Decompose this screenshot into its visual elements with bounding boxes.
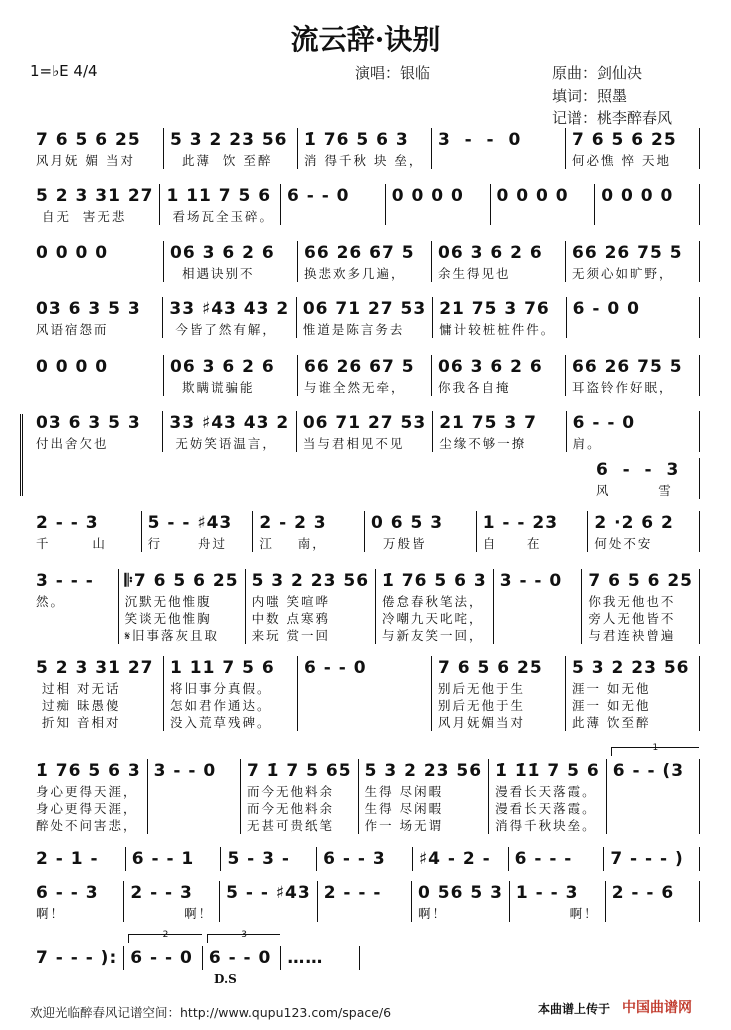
measure bbox=[494, 569, 583, 644]
measure bbox=[567, 297, 700, 338]
lyric-line bbox=[304, 714, 425, 731]
measure-notes: 5 2 3 31 27 bbox=[36, 186, 154, 206]
lyric-line: 惟道是陈言务去 bbox=[302, 322, 405, 337]
measure bbox=[164, 656, 298, 731]
measure-notes: 6 - - 1 bbox=[131, 849, 195, 869]
measure-notes: 𝄆7 6 5 6 25 bbox=[124, 571, 239, 591]
lyric-line: 余生得见也 bbox=[438, 266, 511, 281]
measure bbox=[566, 128, 700, 169]
staff-row bbox=[30, 881, 700, 922]
measure-notes: 33 ♯43 43 2 bbox=[169, 413, 290, 433]
measure bbox=[30, 656, 164, 731]
measure-notes: 33 ♯43 43 2 bbox=[169, 299, 290, 319]
lyric-line: 付出舍欠也 bbox=[36, 436, 109, 451]
lyric-line: 尘缘不够一撩 bbox=[439, 436, 527, 451]
key-signature: 1=♭E 4/4 bbox=[30, 62, 98, 80]
lyric-line: 江 南， bbox=[259, 536, 327, 551]
lyric-line: 自 在 bbox=[482, 536, 542, 551]
lyric-line: 千 山 bbox=[36, 536, 107, 551]
measure bbox=[119, 569, 246, 644]
measure bbox=[30, 241, 164, 282]
lyric-line: 行 舟过 bbox=[147, 536, 228, 551]
staff-row bbox=[30, 847, 700, 871]
lyric-line bbox=[154, 817, 234, 834]
staff-row bbox=[30, 930, 360, 970]
measure-notes: 3 - - 0 bbox=[499, 571, 563, 591]
measure-notes: 7 6 5 6 25 bbox=[572, 130, 677, 150]
lyric-line: 今皆了然有解， bbox=[169, 322, 277, 337]
measure-notes: 66 26 75 5 bbox=[572, 243, 683, 263]
measure-notes: 7 6 5 6 25 bbox=[36, 130, 141, 150]
composer-credit: 原曲：剑仙决 bbox=[552, 64, 643, 82]
measure-notes: 3 - - 0 bbox=[153, 761, 217, 781]
measure-notes: 6 - - 0 bbox=[286, 186, 350, 206]
lyric-line: 消得千秋块垒。 bbox=[495, 818, 597, 833]
measure bbox=[432, 241, 566, 282]
volta-bracket: 1 bbox=[611, 747, 699, 756]
measure-notes: 6 - - 3 bbox=[36, 883, 99, 903]
measure bbox=[365, 511, 477, 552]
measure-notes: 5 3 2 23 56 bbox=[572, 658, 690, 678]
lyric-line: 啊！ bbox=[36, 906, 66, 921]
measure-notes: 5 2 3 31 27 bbox=[36, 658, 154, 678]
measure-notes: 7 - - - ): bbox=[36, 948, 118, 968]
staff-row bbox=[30, 656, 700, 731]
measure-notes: 6 - - (3 bbox=[612, 761, 685, 781]
measure-notes: 6 - - 3 bbox=[323, 849, 386, 869]
lyric-line: 作一 场无谓 bbox=[364, 818, 444, 833]
lyric-line: 慵计较桩桩件件。 bbox=[439, 322, 556, 337]
lyric-line: 没入荒草残碑。 bbox=[170, 715, 272, 730]
measure bbox=[566, 355, 700, 396]
lyric-line bbox=[500, 593, 576, 610]
measure-notes: 21 75 3 7 bbox=[439, 413, 537, 433]
measure-notes: 03 6 3 5 3 bbox=[36, 299, 141, 319]
lyric-line: 此薄 饮 至醉 bbox=[170, 153, 273, 168]
singer-credit: 演唱：银临 bbox=[355, 64, 431, 82]
measure bbox=[317, 847, 413, 871]
lyric-line: 别后无他于生 bbox=[438, 698, 526, 713]
lyric-line bbox=[36, 610, 112, 627]
lyric-line: 风语宿怨而 bbox=[36, 322, 109, 337]
lyric-line bbox=[36, 265, 157, 282]
lyric-line: 耳盗铃作好眠， bbox=[572, 380, 674, 395]
measure bbox=[163, 411, 296, 452]
measure-notes: 66 26 75 5 bbox=[572, 357, 683, 377]
lyric-line: 消 得千秋 块 垒， bbox=[304, 153, 424, 168]
measure bbox=[30, 759, 148, 834]
measure bbox=[588, 511, 700, 552]
lyric-line: 折知 音相对 bbox=[36, 715, 121, 730]
lyric-line: 过痴 昧愚傻 bbox=[36, 698, 121, 713]
measure bbox=[604, 847, 700, 871]
measure-notes: 06 3 6 2 6 bbox=[170, 357, 275, 377]
lyric-line: 啊！ bbox=[130, 906, 214, 921]
measure bbox=[433, 297, 566, 338]
measure-notes: 6 - 0 0 bbox=[572, 299, 640, 319]
measure bbox=[253, 511, 365, 552]
lyric-line bbox=[500, 610, 576, 627]
lyric-line: 涯一 如无他 bbox=[572, 698, 651, 713]
measure-notes: 6 - - - bbox=[514, 849, 573, 869]
measure bbox=[30, 355, 164, 396]
measure bbox=[281, 946, 360, 970]
measure bbox=[606, 881, 700, 922]
lyric-line: 过相 对无话 bbox=[36, 681, 121, 696]
measure-notes: 0 0 0 0 bbox=[601, 186, 674, 206]
measure bbox=[297, 411, 433, 452]
measure bbox=[30, 569, 119, 644]
lyric-line: 将旧事分真假。 bbox=[170, 681, 272, 696]
lyric-line: 沉默无他惟腹 bbox=[124, 594, 212, 609]
lyric-line bbox=[613, 783, 693, 800]
lyricist-credit: 填词：照墨 bbox=[552, 87, 628, 105]
measure bbox=[607, 743, 700, 834]
lyric-line: 生得 尽闲暇 bbox=[364, 801, 444, 816]
measure-notes: 06 71 27 53 bbox=[302, 413, 427, 433]
measure-notes: 5 - - ♯43 bbox=[226, 883, 311, 903]
lyric-line: 何必憔 悴 天地 bbox=[572, 153, 671, 168]
staff-row bbox=[30, 743, 700, 834]
measure-notes: 5 - 3 - bbox=[227, 849, 290, 869]
measure bbox=[203, 930, 282, 970]
measure-notes: 6 - - 0 bbox=[130, 948, 193, 968]
lyric-line: 中数 点寒鸦 bbox=[251, 611, 331, 626]
measure bbox=[489, 759, 607, 834]
measure-notes: 5 3 2 23 56 bbox=[251, 571, 370, 591]
measure bbox=[298, 241, 432, 282]
lyric-line: 风 雪 bbox=[596, 483, 673, 498]
measure bbox=[432, 355, 566, 396]
measure bbox=[142, 511, 254, 552]
lyric-line bbox=[324, 905, 405, 922]
lyric-line: 涯一 如无他 bbox=[572, 681, 651, 696]
measure-notes: 1 11 7 5 6 bbox=[166, 186, 272, 206]
measure-notes: …… bbox=[287, 948, 324, 968]
lyric-line: 生得 尽闲暇 bbox=[364, 784, 444, 799]
staff-row bbox=[30, 241, 700, 282]
lyric-line: 万般皆 bbox=[371, 536, 427, 551]
measure-notes: 1 - - 23 bbox=[482, 513, 559, 533]
staff-row bbox=[30, 355, 700, 396]
measure bbox=[432, 128, 566, 169]
staff-row bbox=[30, 511, 700, 552]
lyric-line: 而今无他料余 bbox=[246, 784, 334, 799]
measure-notes: ♯4 - 2 - bbox=[418, 849, 491, 869]
lyric-line: 无妨笑语温言， bbox=[169, 436, 277, 451]
lyric-line bbox=[36, 379, 157, 396]
lyric-line bbox=[438, 152, 559, 169]
transcriber-credit: 记谱：桃李醉春风 bbox=[552, 109, 673, 127]
measure-notes: 66 26 67 5 bbox=[304, 243, 415, 263]
lyric-line: 当与君相见不见 bbox=[302, 436, 405, 451]
measure-notes: 0 0 0 0 bbox=[496, 186, 569, 206]
lyric-line: 无甚可贵纸笔 bbox=[246, 818, 334, 833]
lyric-line: 风月妩媚当对 bbox=[438, 715, 526, 730]
lyric-line: 无须心如旷野， bbox=[572, 266, 674, 281]
measure-notes: 5 3 2 23 56 bbox=[170, 130, 288, 150]
measure-notes: 1̇ 76 5 6 3 bbox=[36, 761, 141, 781]
staff-row bbox=[590, 458, 700, 499]
measure bbox=[297, 297, 433, 338]
measure-notes: 2 - - 3 bbox=[130, 883, 193, 903]
measure-notes: 6 - - 0 bbox=[304, 658, 367, 678]
lyric-line: 𝄋旧事落灰且取 bbox=[124, 628, 220, 643]
dal-segno-mark: D.S bbox=[214, 972, 237, 986]
volta-bracket: 3 bbox=[207, 934, 281, 943]
measure bbox=[491, 184, 596, 225]
lyric-line bbox=[304, 680, 425, 697]
lyric-line: 身心更得天涯， bbox=[36, 801, 138, 816]
lyric-line: 来玩 赏一回 bbox=[251, 628, 331, 643]
lyric-line bbox=[304, 697, 425, 714]
lyric-line: 冷嘲九天叱咤， bbox=[382, 611, 484, 626]
measure bbox=[126, 847, 222, 871]
lyric-line: 笑谈无他惟胸 bbox=[124, 611, 212, 626]
measure-notes: 5 3 2 23 56 bbox=[364, 761, 483, 781]
measure-notes: 7 - - - ) bbox=[610, 849, 684, 869]
measure bbox=[510, 881, 606, 922]
measure-notes: 06 71 27 53 bbox=[302, 299, 427, 319]
measure bbox=[509, 847, 605, 871]
measure-notes: 7 6 5 6 25 bbox=[588, 571, 693, 591]
measure bbox=[386, 184, 491, 225]
measure bbox=[30, 411, 163, 452]
measure bbox=[30, 946, 124, 970]
measure bbox=[30, 128, 164, 169]
measure-notes: 1 - - 3 bbox=[515, 883, 579, 903]
measure-notes: 0 0 0 0 bbox=[36, 243, 109, 263]
measure-notes: 7 6 5 6 25 bbox=[438, 658, 543, 678]
lyric-line bbox=[612, 905, 693, 922]
measure bbox=[477, 511, 589, 552]
lyric-line: 别后无他于生 bbox=[438, 681, 526, 696]
measure bbox=[160, 184, 280, 225]
lyric-line: 倦怠春秋笔法， bbox=[382, 594, 484, 609]
lyric-line bbox=[601, 208, 693, 225]
lyric-line bbox=[226, 905, 311, 922]
measure bbox=[566, 241, 700, 282]
lyric-line: 醉处不问害悲， bbox=[36, 818, 138, 833]
song-title: 流云辞·诀别 bbox=[290, 23, 441, 56]
lyric-line: 漫看长天落霞。 bbox=[495, 784, 597, 799]
measure-notes: 2 - 1 - bbox=[36, 849, 99, 869]
measure-notes: 1 11 7 5 6 bbox=[170, 658, 275, 678]
measure bbox=[433, 411, 566, 452]
volta-bracket: 2 bbox=[128, 934, 202, 943]
measure-notes: 1̇ 76 5 6 3 bbox=[382, 571, 487, 591]
lyric-line: 风月妩 媚 当对 bbox=[36, 153, 135, 168]
measure bbox=[148, 759, 241, 834]
measure bbox=[220, 881, 318, 922]
measure bbox=[164, 128, 298, 169]
measure bbox=[376, 569, 494, 644]
measure-notes: 6 - - 3 bbox=[596, 460, 680, 480]
measure bbox=[221, 847, 317, 871]
lyric-line: 而今无他料余 bbox=[246, 801, 334, 816]
measure bbox=[163, 297, 296, 338]
lyric-line bbox=[573, 321, 693, 338]
lyric-line bbox=[497, 208, 589, 225]
measure bbox=[412, 881, 510, 922]
measure-notes: 7 1̇ 7 5 65 bbox=[246, 761, 352, 781]
lyric-line: 与谁全然无牵， bbox=[304, 380, 406, 395]
measure bbox=[30, 184, 160, 225]
measure bbox=[567, 411, 700, 452]
measure bbox=[298, 656, 432, 731]
lyric-line: 然。 bbox=[36, 594, 66, 609]
measure bbox=[281, 184, 386, 225]
measure-notes: 0 0 0 0 bbox=[36, 357, 109, 377]
staff-row bbox=[30, 297, 700, 338]
lyric-line: 肩。 bbox=[572, 436, 602, 451]
lyric-line: 与君连袂曾遍 bbox=[588, 628, 676, 643]
lyric-line bbox=[154, 800, 234, 817]
lyric-line: 你我无他也不 bbox=[588, 594, 676, 609]
lyric-line bbox=[613, 817, 693, 834]
measure-notes: 6 - - 0 bbox=[208, 948, 272, 968]
measure-notes: 3 - - 0 bbox=[438, 130, 522, 150]
measure bbox=[582, 569, 700, 644]
measure bbox=[566, 656, 700, 731]
upload-label: 本曲谱上传于 bbox=[538, 1002, 611, 1016]
lyric-line bbox=[500, 627, 576, 644]
lyric-line: 看场瓦全玉碎。 bbox=[166, 209, 274, 224]
staff-row bbox=[30, 411, 700, 452]
lyric-line: 内嗤 笑喧哗 bbox=[251, 594, 331, 609]
lyric-line: 啊！ bbox=[515, 906, 599, 921]
measure-notes: 2 - - - bbox=[323, 883, 382, 903]
measure-notes: 2 - 2 3 bbox=[259, 513, 327, 533]
lyric-line bbox=[392, 208, 484, 225]
measure-notes: 06 3 6 2 6 bbox=[170, 243, 275, 263]
measure bbox=[124, 881, 220, 922]
measure bbox=[590, 458, 700, 499]
measure bbox=[432, 656, 566, 731]
measure-notes: 1̇ 76 5 6 3 bbox=[304, 130, 409, 150]
lyric-line bbox=[613, 800, 693, 817]
measure bbox=[318, 881, 412, 922]
measure bbox=[124, 930, 203, 970]
lyric-line: 欺瞒谎骗能 bbox=[170, 380, 255, 395]
measure-notes: 3 - - - bbox=[36, 571, 94, 591]
staff-row bbox=[30, 184, 700, 225]
measure bbox=[246, 569, 376, 644]
lyric-line: 啊！ bbox=[418, 906, 448, 921]
measure-notes: 03 6 3 5 3 bbox=[36, 413, 141, 433]
lyric-line: 与新友笑一回， bbox=[382, 628, 484, 643]
lyric-line: 身心更得天涯， bbox=[36, 784, 138, 799]
lyric-line: 换悲欢多几遍， bbox=[304, 266, 406, 281]
measure bbox=[30, 881, 124, 922]
measure-notes: 2 - - 6 bbox=[611, 883, 675, 903]
measure-notes: 2 ·2 6 2 bbox=[594, 513, 674, 533]
lyric-line bbox=[287, 208, 379, 225]
measure bbox=[298, 128, 432, 169]
lyric-line: 你我各自掩 bbox=[438, 380, 511, 395]
measure bbox=[298, 355, 432, 396]
measure bbox=[595, 184, 700, 225]
measure-notes: 2 - - 3 bbox=[36, 513, 99, 533]
lyric-line bbox=[154, 783, 234, 800]
measure bbox=[164, 355, 298, 396]
staff-row bbox=[30, 569, 700, 644]
staff-row bbox=[30, 128, 700, 169]
lyric-line: 怎如君作通达。 bbox=[170, 698, 272, 713]
measure-notes: 66 26 67 5 bbox=[304, 357, 415, 377]
measure bbox=[413, 847, 509, 871]
measure-notes: 1̇ 1̇1̇ 7 5 6 bbox=[495, 761, 600, 781]
measure-notes: 0 0 0 0 bbox=[391, 186, 464, 206]
site-logo: 中国曲谱网 bbox=[622, 1000, 692, 1016]
measure-notes: 6 - - 0 bbox=[572, 413, 636, 433]
measure bbox=[359, 759, 489, 834]
lyric-line: 旁人无他皆不 bbox=[588, 611, 676, 626]
measure-notes: 0 6 5 3 bbox=[371, 513, 444, 533]
footer-link-text[interactable]: 欢迎光临醉春风记谱空间：http://www.qupu123.com/space/6 bbox=[30, 1005, 392, 1020]
measure-notes: 06 3 6 2 6 bbox=[438, 243, 543, 263]
measure-notes: 06 3 6 2 6 bbox=[438, 357, 543, 377]
lyric-line: 相遇诀别不 bbox=[170, 266, 255, 281]
measure-notes: 5 - - ♯43 bbox=[147, 513, 233, 533]
lyric-line bbox=[36, 627, 112, 644]
lyric-line: 漫看长天落霞。 bbox=[495, 801, 597, 816]
measure bbox=[164, 241, 298, 282]
measure bbox=[241, 759, 359, 834]
measure bbox=[30, 847, 126, 871]
measure bbox=[30, 297, 163, 338]
repeat-bracket bbox=[20, 414, 29, 496]
measure-notes: 21 75 3 76 bbox=[439, 299, 550, 319]
measure bbox=[30, 511, 142, 552]
lyric-line: 此薄 饮至醉 bbox=[572, 715, 651, 730]
lyric-line: 何处不安 bbox=[594, 536, 653, 551]
lyric-line: 自无 害无悲 bbox=[36, 209, 127, 224]
measure-notes: 0 56 5 3 bbox=[418, 883, 503, 903]
